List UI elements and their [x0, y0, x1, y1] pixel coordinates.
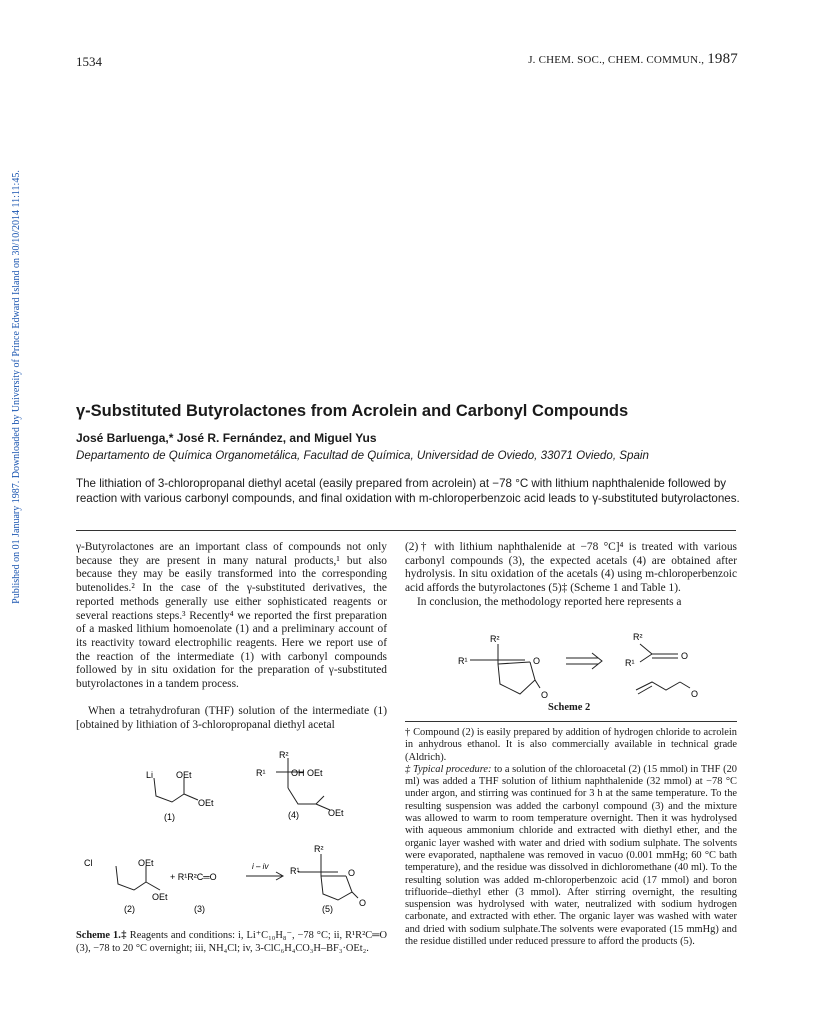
scheme1-oh-oet-label: OH OEt	[291, 768, 323, 778]
scheme1-cl-label: Cl	[84, 858, 93, 868]
scheme2-ketone-o-label: O	[681, 651, 689, 661]
page-number: 1534	[76, 54, 102, 69]
abstract: The lithiation of 3-chloropropanal diethyl acetal (easily prepared from acrolein) at −78 °C with lithium naphthalenide followed by reaction with various carbonyl compounds, and final oxidation with m-chloroperbenzoic acid leads to γ-substituted butyrolactones.	[76, 477, 740, 505]
section-rule	[76, 530, 736, 531]
footnote-ddagger-label: ‡ Typical procedure:	[405, 763, 492, 775]
scheme2-ring-o-label: O	[533, 656, 541, 666]
affiliation: Departamento de Química Organometálica, Facultad de Química, Universidad de Oviedo, 33071 Oviedo, Spain	[76, 449, 649, 462]
scheme-1-diagram	[76, 748, 392, 924]
scheme1-r2-label-4: R²	[279, 750, 289, 760]
body-paragraph-2: When a tetrahydrofuran (THF) solution of the intermediate (1) [obtained by lithiation of 3-chloropropanal diethyl acetal	[76, 705, 387, 731]
authors: José Barluenga,* José R. Fernández, and Miguel Yus	[76, 431, 377, 445]
body-paragraph-4: In conclusion, the methodology reported here represents a	[417, 596, 682, 608]
scheme2-r2-label: R²	[490, 634, 500, 644]
scheme-1-caption-text: Reagents and conditions: i, Li⁺C₁₀H₈⁻, −78 °C; ii, R¹R²C═O (3), −78 to 20 °C overnight; iii, NH₄Cl; iv, 3-ClC₆H₄CO₃H–BF₃·OEt₂.	[76, 930, 387, 954]
scheme-1-caption-label: Scheme 1.‡	[76, 930, 127, 941]
scheme2-acrolein-o-label: O	[691, 689, 699, 699]
journal-year: 1987	[707, 51, 738, 67]
footnote-rule	[405, 721, 737, 722]
footnote-ddagger	[405, 764, 737, 948]
compound-1-label: (1)	[164, 812, 175, 822]
scheme1-oet-label-5: OEt	[152, 892, 168, 902]
scheme1-carbonyl-o-label: O	[359, 898, 367, 908]
footnote-dagger: † Compound (2) is easily prepared by addition of hydrogen chloride to acrolein in anhydrous ethanol. It is also commercially available in technical grade (Aldrich).	[405, 727, 737, 763]
scheme1-oet-label-3: OEt	[138, 858, 154, 868]
download-note[interactable]: Published on 01 January 1987. Downloaded by University of Prince Edward Island on 30/10/2014 11:11:45.	[11, 170, 22, 604]
footnote-ddagger-text: to a solution of the chloroacetal (2) (15 mmol) in THF (20 ml) was added a THF solution of lithium naphthalenide (32 mmol) at −78 °C under argon, and stirring was continued for 3 h at the same temperature. To the resulting suspension was added the carbonyl compound (3) and the mixture was allowed to warm to room temperature overnight. Then it was hydrolysed with aqueous ammonium chloride and extracted with diethyl ether, and the organic layer washed with water and dried with sodium sulphate. The solvents were evaporated, napthalene was removed in vacuo (0.001 mmHg; 60 °C bath temperature), and the residue was dissolved in dichloromethane (40 ml). To the resulting solution was added m-chloroperbenzoic acid (17 mmol) and boron trifluoride–diethyl ether (3 mmol). After stirring overnight, the resulting suspension was hydrolysed with water, neutralized with sodium hydrogen carbonate, and extracted with ether. The organic layer was washed with water and dried with sodium sulphate.The solvents were evaporated (15 mmHg) and the residue distilled under reduced pressure to afford the products (5).	[405, 763, 737, 948]
scheme1-r1-label-4: R¹	[256, 768, 266, 778]
footnotes	[405, 727, 737, 948]
article-title: γ-Substituted Butyrolactones from Acrolein and Carbonyl Compounds	[76, 402, 629, 420]
journal-name: J. CHEM. SOC., CHEM. COMMUN.,	[528, 54, 705, 66]
body-paragraph-1: γ-Butyrolactones are an important class of compounds not only because they are present in many natural products,¹ but also because they may be easily transformed into the corresponding butenolides.² In the case of the γ-substituted derivatives, the reported methods generally use either sophisticated reagents or several reactions steps.³ Recently⁴ we reported the first preparation of a masked lithium homoenolate (1) and a preliminary account of its reactivity toward electrophilic reagents. Here we report use of the reaction of the intermediate (1) with carbonyl compounds followed by in situ oxidation for the preparation of γ-substituted butyrolactones in a tandem process.	[76, 541, 387, 691]
scheme-2-caption: Scheme 2	[548, 702, 591, 713]
scheme2-r1-label: R¹	[458, 656, 468, 666]
scheme-2-diagram	[440, 622, 740, 714]
scheme2-ketone-r2-label: R²	[633, 632, 643, 642]
compound-3-label: (3)	[194, 904, 205, 914]
scheme1-ring-o-label: O	[348, 868, 356, 878]
scheme1-li-label: Li	[146, 770, 154, 780]
running-head	[528, 51, 738, 68]
scheme-1-caption	[76, 930, 387, 955]
scheme1-reagent-label: + R¹R²C═O	[170, 872, 217, 882]
scheme1-oet-label-2: OEt	[198, 798, 214, 808]
scheme2-ketone-r1-label: R¹	[625, 658, 635, 668]
scheme1-r1-label-5: R¹	[290, 866, 300, 876]
compound-5-label: (5)	[322, 904, 333, 914]
scheme1-oet-label-4: OEt	[328, 808, 344, 818]
scheme2-carbonyl-o-label: O	[541, 690, 549, 700]
compound-4-label: (4)	[288, 810, 299, 820]
scheme1-arrow-label: i – iv	[252, 862, 269, 871]
compound-2-label: (2)	[124, 904, 135, 914]
scheme1-oet-label-1: OEt	[176, 770, 192, 780]
scheme1-r2-label-5: R²	[314, 844, 324, 854]
body-paragraph-3: (2)† with lithium naphthalenide at −78 °C]⁴ is treated with various carbonyl compounds (3), the expected acetals (4) are obtained after hydrolysis. In situ oxidation of the acetals (4) using m-chloroperbenzoic acid affords the butyrolactones (5)‡ (Scheme 1 and Table 1).	[405, 541, 737, 595]
